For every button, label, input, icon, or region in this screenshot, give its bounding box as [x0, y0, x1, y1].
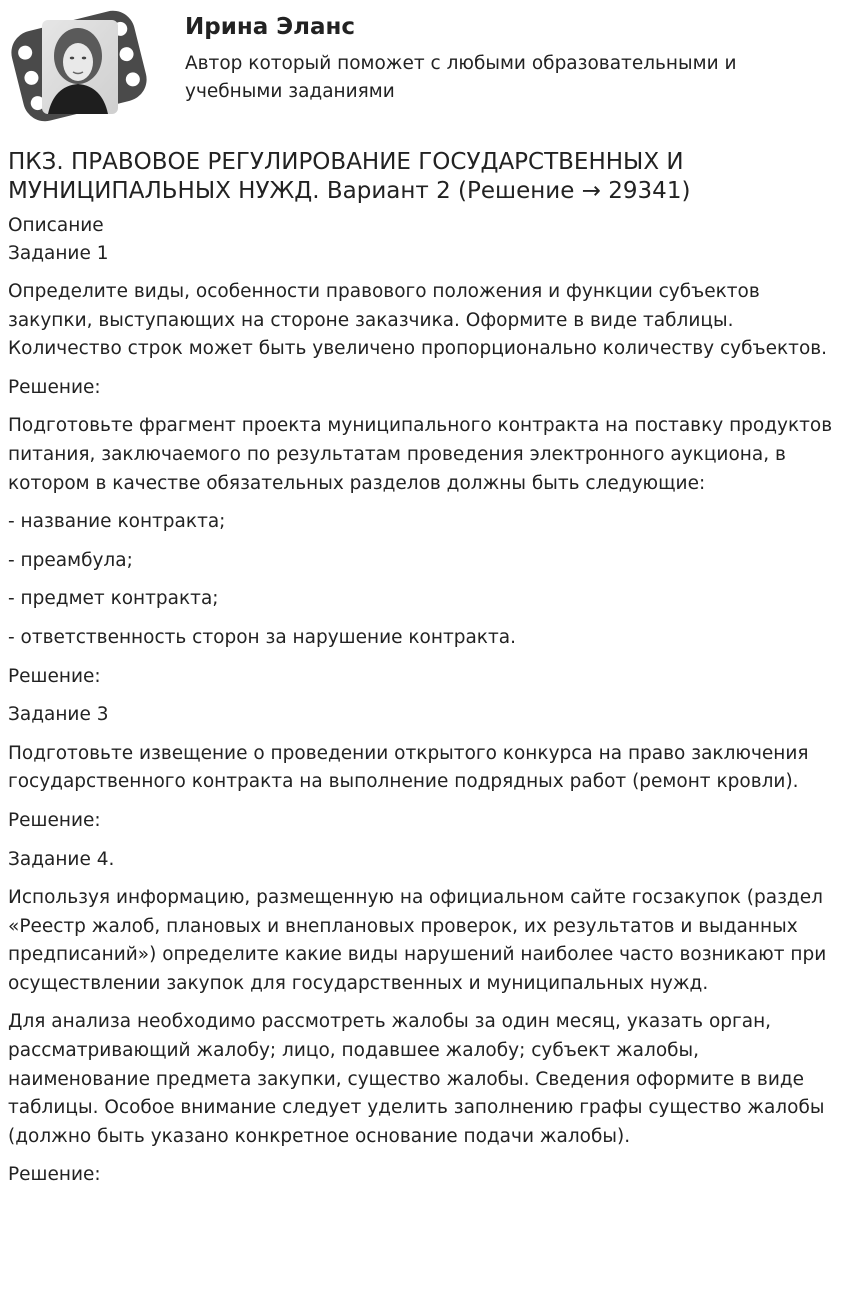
avatar-film-frame-icon — [8, 6, 150, 126]
description-label: Описание — [8, 215, 104, 236]
solution2-label: Решение: — [8, 665, 101, 687]
document-title: ПКЗ. ПРАВОВОЕ РЕГУЛИРОВАНИЕ ГОСУДАРСТВЕННЫХ И МУНИЦИПАЛЬНЫХ НУЖД. Вариант 2 (Решение → 29341) — [8, 149, 691, 204]
avatar[interactable] — [8, 6, 150, 126]
task2-text: Подготовьте фрагмент проекта муниципального контракта на поставку продуктов питания, заключаемого по результатам проведения электронного аукциона, в котором в качестве обязательных разделов должны быть следующие: — [8, 415, 833, 494]
document-body — [8, 148, 838, 1200]
task4-label: Задание 4. — [8, 848, 115, 870]
list-item: - ответственность сторон за нарушение контракта. — [8, 626, 516, 648]
author-description: Автор который поможет с любыми образовательными и учебными заданиями — [185, 53, 737, 102]
author-name[interactable]: Ирина Эланс — [185, 14, 356, 40]
list-item: - предмет контракта; — [8, 588, 219, 610]
task1-text: Определите виды, особенности правового положения и функции субъектов закупки, выступающих на стороне заказчика. Оформите в виде таблицы. Количество строк может быть увеличено пропорционально количеству субъектов. — [8, 281, 828, 360]
task3-text: Подготовьте извещение о проведении открытого конкурса на право заключения государственного контракта на выполнение подрядных работ (ремонт кровли). — [8, 742, 809, 793]
task1-label: Задание 1 — [8, 243, 109, 264]
list-item: - преамбула; — [8, 549, 133, 571]
task4-text-1: Используя информацию, размещенную на официальном сайте госзакупок (раздел «Реестр жалоб, плановых и внеплановых проверок, их результатов и выданных предписаний») определите какие виды нарушений наиболее часто возникают при осуществлении закупок для государственных и муниципальных нужд. — [8, 887, 827, 994]
solution1-label: Решение: — [8, 376, 101, 398]
list-item: - название контракта; — [8, 511, 226, 533]
solution4-label: Решение: — [8, 1164, 101, 1186]
author-header — [0, 0, 847, 130]
task3-label: Задание 3 — [8, 704, 109, 726]
solution3-label: Решение: — [8, 809, 101, 831]
task4-text-2: Для анализа необходимо рассмотреть жалобы за один месяц, указать орган, рассматривающий жалобу; лицо, подавшее жалобу; субъект жалобы, наименование предмета закупки, существо жалобы. Сведения оформите в виде таблицы. Особое внимание следует уделить заполнению графы существо жалобы (должно быть указано конкретное основание подачи жалобы). — [8, 1011, 825, 1147]
